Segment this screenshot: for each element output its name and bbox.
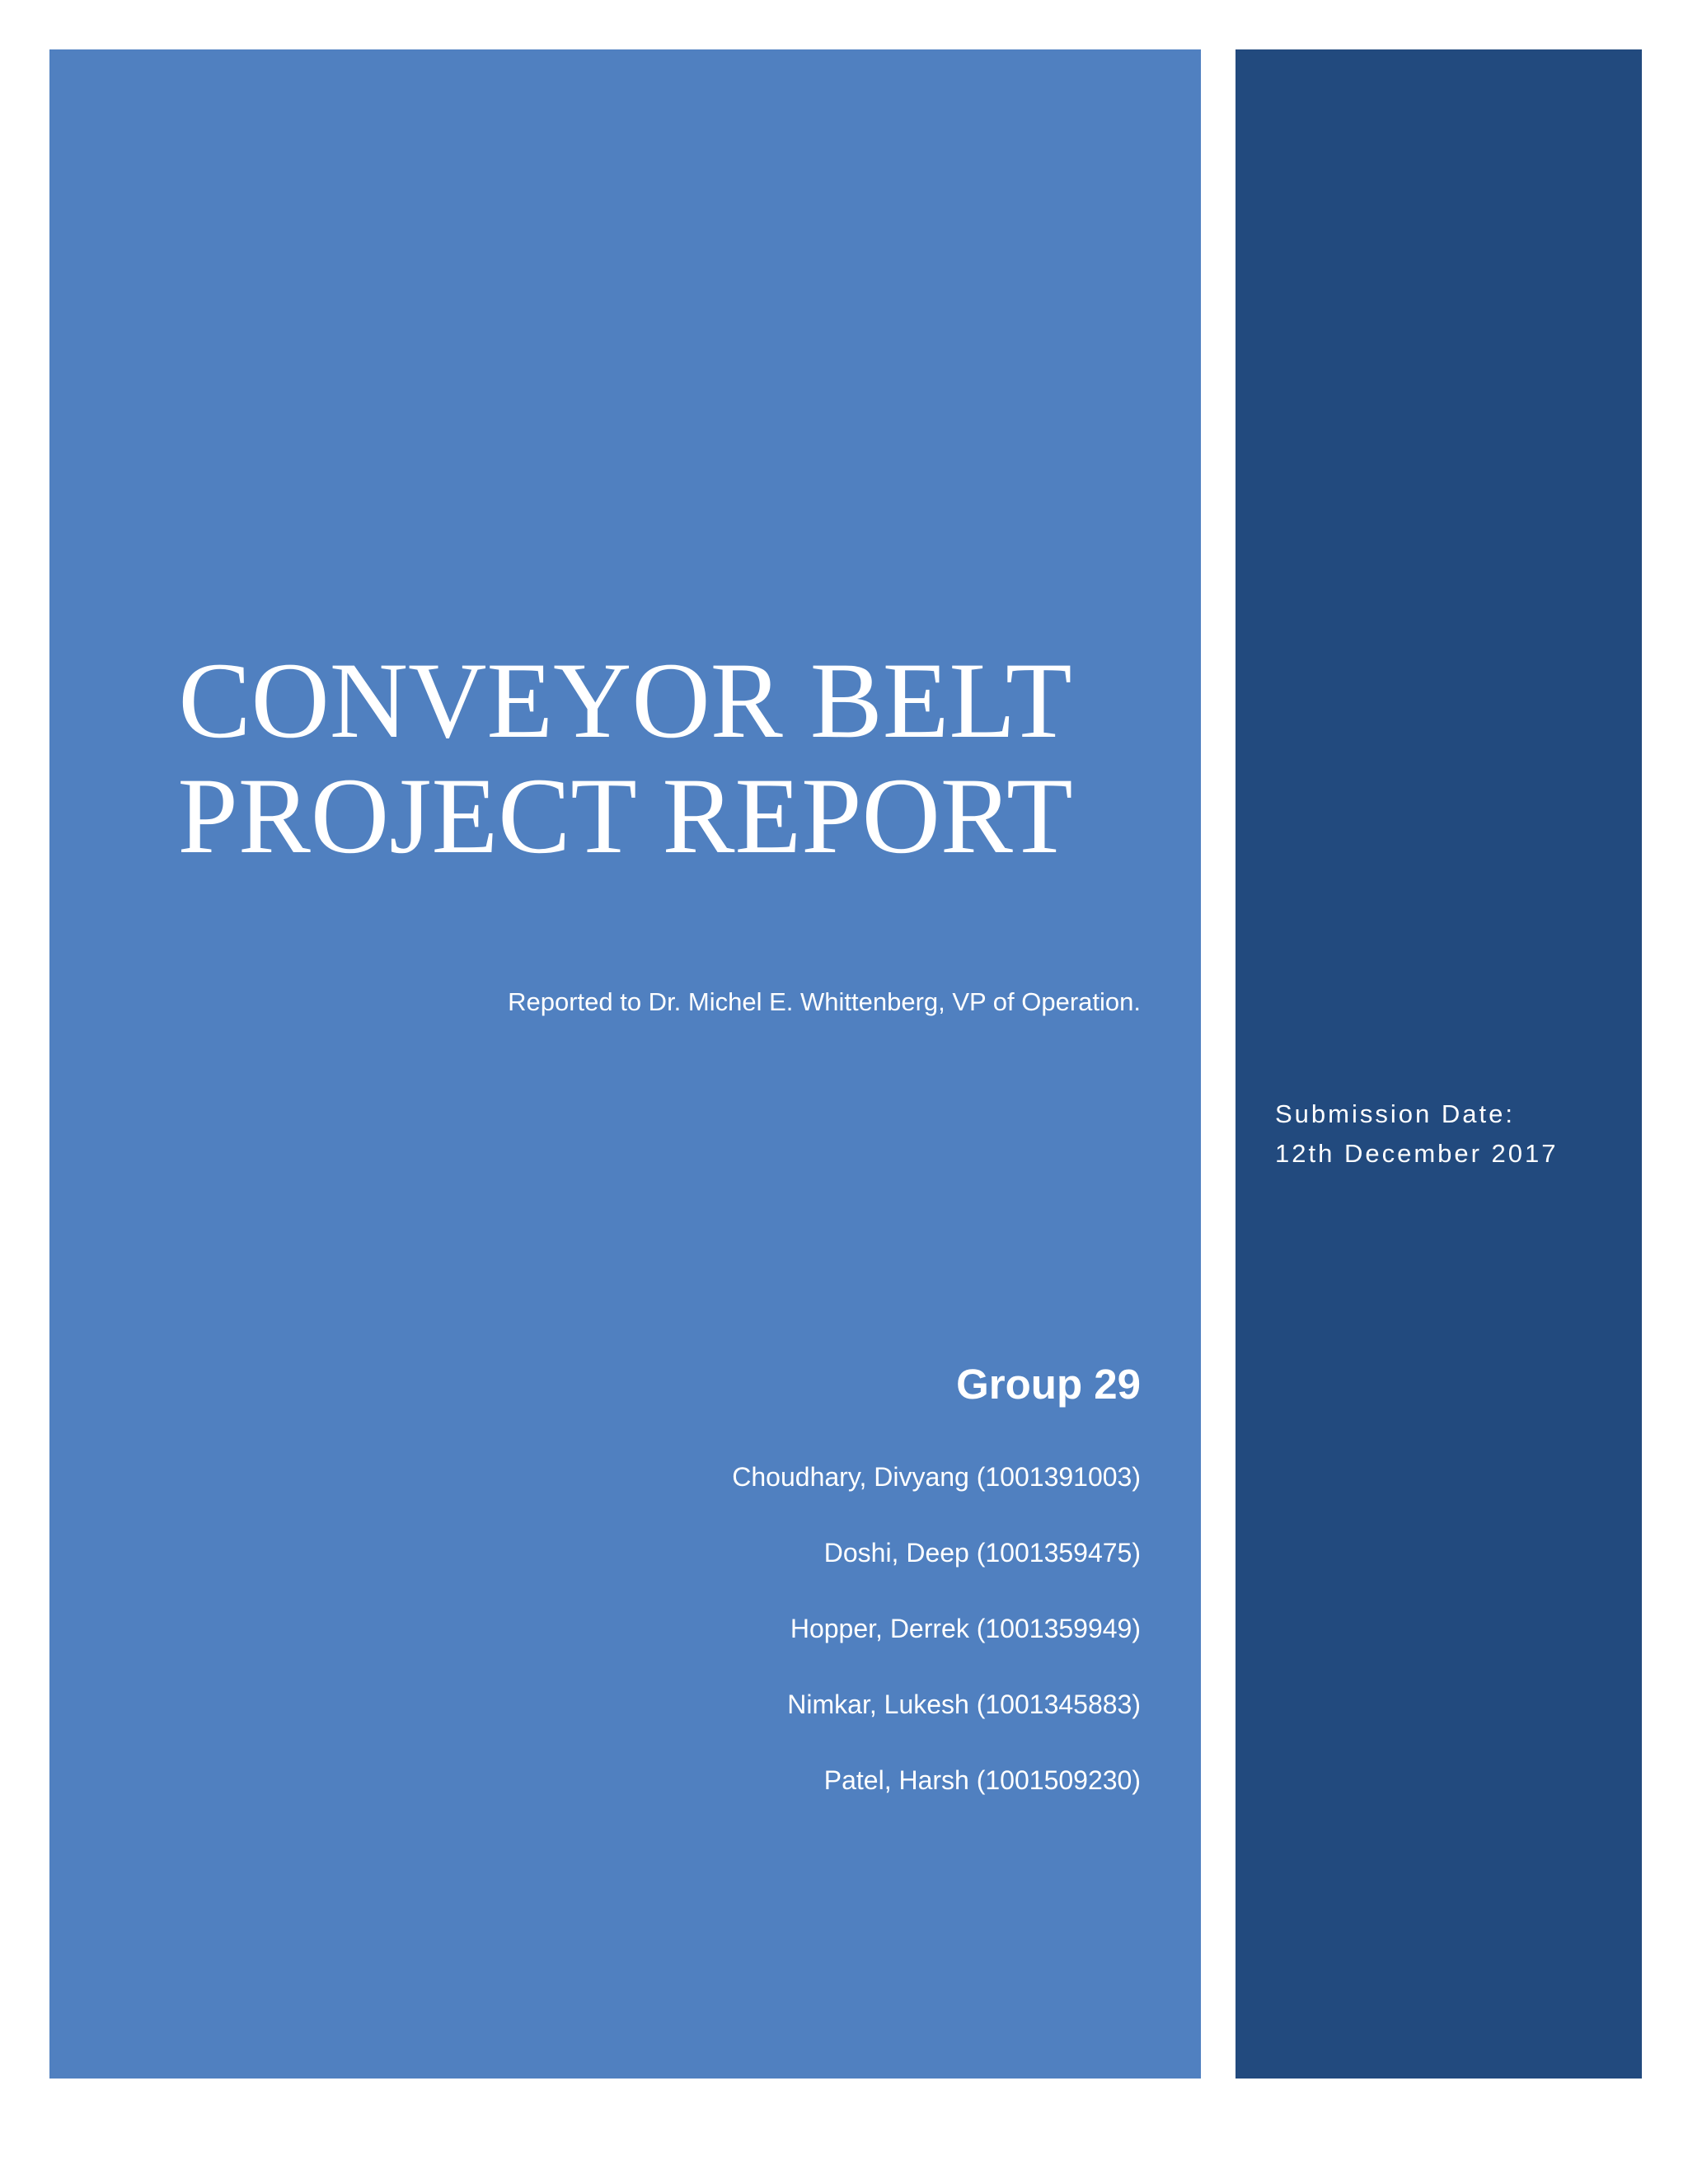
- report-title-line-1: CONVEYOR BELT: [178, 640, 1072, 761]
- report-title-line-2: PROJECT REPORT: [177, 755, 1073, 876]
- submission-date-value: 12th December 2017: [1275, 1139, 1559, 1168]
- submission-date-label: Submission Date:: [1275, 1099, 1515, 1128]
- member-item: Patel, Harsh (1001509230): [823, 1765, 1141, 1795]
- submission-info: [1275, 1094, 1559, 1174]
- cover-main-panel: [49, 49, 1201, 2079]
- member-item: Choudhary, Divyang (1001391003): [732, 1462, 1141, 1492]
- member-item: Hopper, Derrek (1001359949): [790, 1614, 1141, 1643]
- member-list: [732, 1460, 1141, 1840]
- report-title: [49, 640, 1201, 876]
- group-name: Group 29: [956, 1361, 1141, 1408]
- member-item: Nimkar, Lukesh (1001345883): [787, 1690, 1141, 1719]
- member-item: Doshi, Deep (1001359475): [823, 1538, 1141, 1568]
- cover-side-panel: [1236, 49, 1642, 2079]
- reported-to-text: Reported to Dr. Michel E. Whittenberg, VP of Operation.: [508, 987, 1141, 1016]
